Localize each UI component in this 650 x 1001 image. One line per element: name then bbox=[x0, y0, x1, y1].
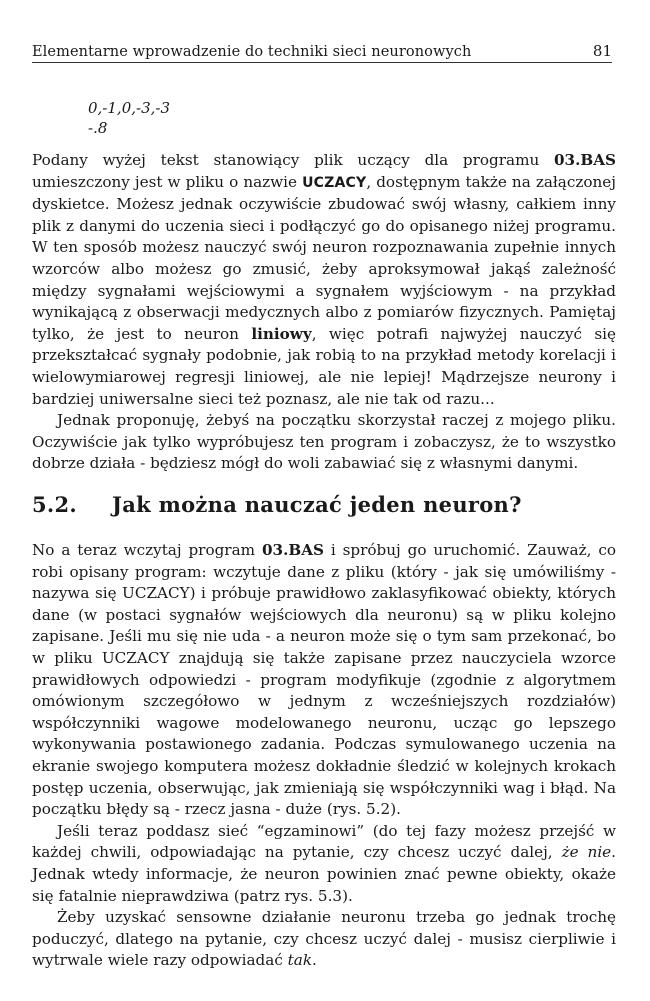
text-run: Jeśli teraz poddasz sieć “egzaminowi” (do tej fazy możesz przejść w każdej chwili, odpowiadając na pytanie, czy chcesz uczyć dalej, bbox=[32, 821, 616, 862]
body-text-top bbox=[32, 150, 616, 475]
text-run: . bbox=[312, 951, 317, 970]
section-heading bbox=[32, 492, 522, 517]
paragraph bbox=[32, 907, 616, 972]
page-number: 81 bbox=[592, 42, 612, 60]
section-title: Jak można nauczać jeden neuron? bbox=[112, 492, 522, 517]
text-run: No a teraz wczytaj program bbox=[32, 541, 262, 559]
paragraph bbox=[32, 410, 616, 475]
paragraph bbox=[32, 150, 616, 410]
bold-term: liniowy bbox=[251, 324, 312, 343]
text-run: Podany wyżej tekst stanowiący plik uczący dla programu bbox=[32, 151, 554, 169]
text-run: i spróbuj go uruchomić. Zauważ, co robi opisany program: wczytuje dane z pliku (który - jak się umówiliśmy - nazywa się UCZACY) i próbuje prawidłowo zaklasyfikować obiekty, których dane (w postaci sygnałów wejściowych dla neuronu) są w pliku kolejno zapisane. Jeśli mu się nie uda - a neuron może się o tym sam przekonać, bo w pliku UCZACY znajdują się także zapisane przez nauczyciela wzorce prawidłowych odpowiedzi - program modyfikuje (zgodnie z algorytmem omówionym szczegółowo w jednym z wcześniejszych rozdziałów) współczynniki wagowe modelowanego neuronu, ucząc go lepszego wykonywania postawionego zadania. Podczas symulowanego uczenia na ekranie swojego komputera możesz dokładnie śledzić w kolejnych krokach postęp uczenia, obserwując, jak zmieniają się współczynniki wag i błąd. Na początku błędy są - rzecz jasna - duże (rys. 5.2). bbox=[32, 541, 616, 819]
bold-term: 03.BAS bbox=[553, 151, 616, 169]
section-number: 5.2. bbox=[32, 492, 78, 517]
body-text-bottom bbox=[32, 540, 616, 972]
running-header bbox=[32, 38, 612, 63]
text-run: Jednak proponuję, żebyś na początku skorzystał raczej z mojego pliku. Oczywiście jak tylko wypróbujesz ten program i zobaczysz, że to wszystko dobrze działa - będziesz mógł do woli zabawiać się z własnymi danymi. bbox=[32, 411, 616, 473]
data-file-excerpt bbox=[88, 98, 170, 138]
text-run: . Jednak wtedy informacje, że neuron powinien znać pewne obiekty, okaże się fatalnie nieprawdziwa (patrz rys. 5.3). bbox=[32, 843, 616, 905]
text-run: , dostępnym także na załączonej dyskietce. Możesz jednak oczywiście zbudować swój własny, całkiem inny plik z danymi do uczenia sieci i podłączyć go do opisanego niżej programu. W ten sposób możesz nauczyć swój neuron rozpoznawania zupełnie innych wzorców albo możesz go zmusić, żeby aproksymował jakąś zależność między sygnałami wejściowymi a sygnałem wyjściowym - na przykład wynikającą z obserwacji medycznych albo z pomiarów fizycznych. Pamiętaj tylko, że jest to neuron bbox=[32, 172, 616, 343]
paragraph bbox=[32, 540, 616, 821]
running-title: Elementarne wprowadzenie do techniki sieci neuronowych bbox=[32, 44, 472, 60]
text-run: Żeby uzyskać sensowne działanie neuronu trzeba go jednak trochę poduczyć, dlatego na pytanie, czy chcesz uczyć dalej - musisz cierpliwie i wytrwale wiele razy odpowiadać bbox=[32, 908, 616, 970]
data-line: 0,-1,0,-3,-3 bbox=[88, 99, 170, 117]
text-run: UCZACY bbox=[302, 174, 367, 191]
italic-term: tak bbox=[287, 951, 313, 970]
paragraph bbox=[32, 821, 616, 907]
italic-term: że nie bbox=[561, 843, 612, 862]
bold-term: 03.BAS bbox=[261, 541, 324, 559]
text-run: umieszczony jest w pliku o nazwie bbox=[32, 172, 303, 191]
text-run: , więc potrafi najwyżej nauczyć się przekształcać sygnały podobnie, jak robią to na przykład metody korelacji i wielowymiarowej regresji liniowej, ale nie lepiej! Mądrzejsze neurony i bardziej uniwersalne sieci też poznasz, ale nie tak od razu... bbox=[32, 324, 616, 408]
data-line: -.8 bbox=[88, 119, 108, 137]
